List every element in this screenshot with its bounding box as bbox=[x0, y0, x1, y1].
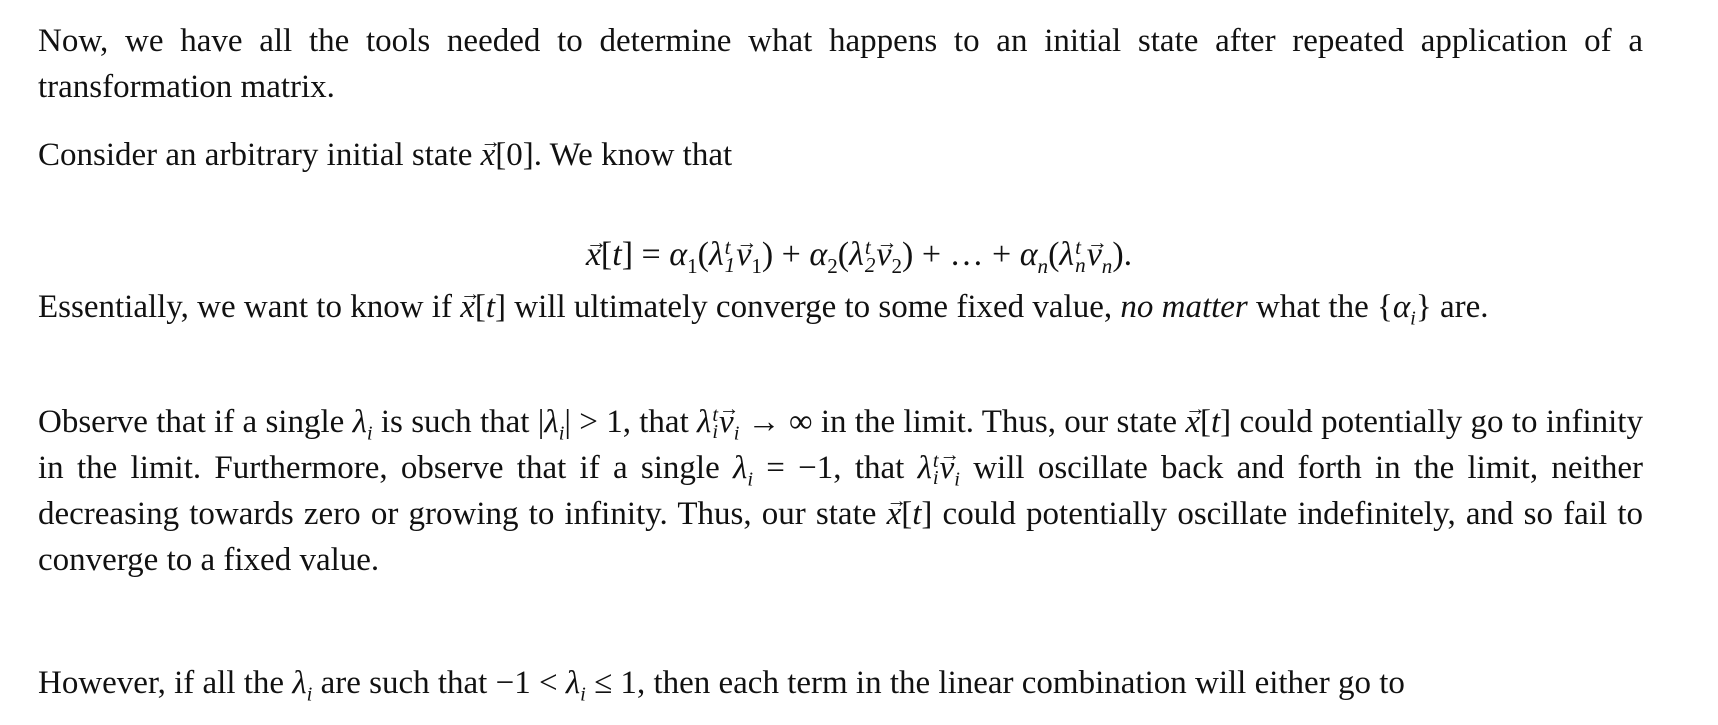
paragraph-consider: Consider an arbitrary initial state x →[0]. We know that bbox=[38, 132, 1643, 178]
paragraph-however: However, if all the $\lambda_i$ are such that $-1 < \lambda_i \le 1$, then each term in the linear combination will either go to bbox=[38, 665, 1405, 706]
equation-state-expansion: $x \to[t] = \alpha_1(\lambda$ t 1 $v \to_1) + \alpha_2(\lambda$ t 2 $v \to_2$) + … + $\alpha_n(\lambda$ t n $v \to_n$). bbox=[0, 232, 1718, 278]
paragraph-intro: Now, we have all the tools needed to determine what happens to an initial state after repeated application of a transformation matrix. bbox=[38, 23, 1643, 105]
paragraph-essentially: Essentially, we want to know if x →[t] will ultimately converge to some fixed value, no matter what the $\{\alpha_i\}$ are. bbox=[38, 284, 1643, 330]
paragraph-observe: Observe that if a single $\lambda_i$ is such that $|\lambda_i| > 1$, that λ t i $v \to_i$ → ∞ in the limit. Thus, our state x →[t] could potentially go to infinity in the limit. Furthermore, observe that if a single $\lambda_i = -1$, that λ t i $v \to_i$ will oscillate back and forth in the limit, neither decreasing towards zero or growing to infinity. Thus, our state x →[t] could potentially oscillate indefinitely, and so fail to converge to a fixed value. bbox=[38, 399, 1643, 583]
